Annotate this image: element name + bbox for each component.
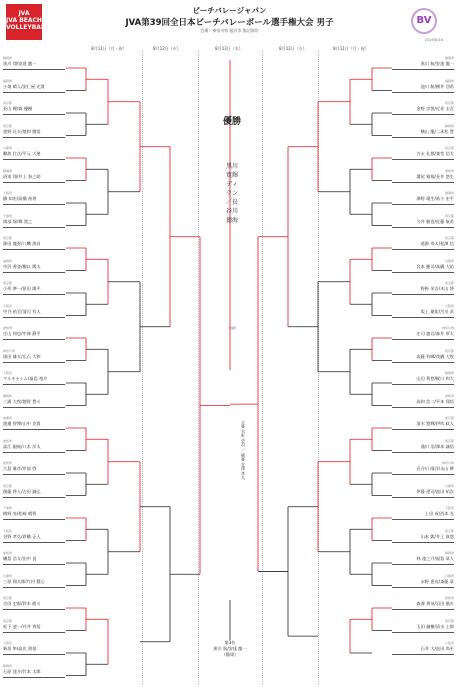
team-name: 澤野 瑠生/前小 宏平 <box>416 196 454 201</box>
team-region: 静岡県 <box>3 393 13 398</box>
print-date: 2025/8/16 <box>425 38 443 42</box>
team-name: 小形 準一/原田 陽平 <box>3 286 41 291</box>
team-name: 梅野 亮/松崎 晴智 <box>3 511 37 516</box>
day-header: 8月12日（火） <box>279 46 307 51</box>
third-place <box>180 640 280 658</box>
team-entry <box>392 169 454 183</box>
team-entry <box>392 529 454 543</box>
team-name: 道源 寿太/松澤 信 <box>420 241 454 246</box>
team-region: 東京都 <box>444 348 454 353</box>
team-region: 愛知県 <box>444 596 454 600</box>
team-region: 東京都 <box>3 123 13 128</box>
team-entry <box>3 304 65 318</box>
team-region: 静岡県 <box>3 663 13 668</box>
team-entry <box>3 596 65 610</box>
team-name: 玉田 錦樹/清水 士郎 <box>416 623 454 629</box>
team-name: 山本 凱/井上 真悠 <box>420 533 454 539</box>
third-name: 黒川 航/安達 龍一 <box>213 646 247 651</box>
team-entry <box>392 439 454 453</box>
team-region: 東京都 <box>444 416 454 420</box>
team-name: 宮本 慶司/高橋 大祐 <box>416 263 454 269</box>
team-entry <box>3 124 65 138</box>
team-region: 大阪府 <box>444 641 454 645</box>
team-name: 高和 信二/平本 翔悟 <box>416 398 454 404</box>
team-region: 東京都 <box>444 438 454 443</box>
team-entry <box>392 146 454 160</box>
team-region: 兵庫県 <box>444 258 454 263</box>
team-entry <box>3 484 65 498</box>
team-region: 愛知県 <box>3 438 13 443</box>
team-entry <box>3 416 65 430</box>
team-entry <box>3 619 65 633</box>
team-name: 橋 知宏/高橋 裕将 <box>3 196 37 201</box>
team-name: 高江 銀純/八木 洋太 <box>3 443 41 449</box>
team-name: 金野 宗悦/近祥 圭吾 <box>416 106 454 111</box>
team-region: 神奈川県 <box>441 461 454 465</box>
team-name: 上田 成/西本 光 <box>424 511 454 516</box>
team-region: 大阪府 <box>444 303 454 308</box>
team-name: 石原 達介/竹本 太郎 <box>3 668 41 674</box>
team-name: 松下 凌一/丹井 秀悟 <box>3 623 41 629</box>
team-entry <box>392 124 454 138</box>
team-region: 兵庫県 <box>3 146 13 150</box>
team-region: 静岡県 <box>444 191 454 195</box>
team-region: 兵庫県 <box>3 573 13 578</box>
third-region: （静岡） <box>221 652 239 657</box>
team-name: 庄司 憲吾/森井 厚太 <box>416 331 454 336</box>
team-entry <box>392 461 454 475</box>
team-region: 福岡県 <box>3 258 13 263</box>
team-entry <box>392 506 454 520</box>
team-entry <box>392 281 454 295</box>
team-entry <box>3 191 65 205</box>
team-entry <box>392 371 454 385</box>
team-entry <box>3 551 65 565</box>
team-name: 溝尾 雅規/長井 悠生 <box>416 173 454 179</box>
team-name: 横山 龍/二本松 豊 <box>420 128 454 134</box>
team-name: 岡田 雄太/広石 大和 <box>3 353 41 359</box>
team-region: 東京都 <box>3 281 13 285</box>
team-region: 愛知県 <box>3 551 13 555</box>
team-name: 中沢 香登/柳以 陽太 <box>3 263 41 269</box>
team-region: 愛知県 <box>444 168 454 173</box>
champion-label: 優勝 <box>222 117 241 127</box>
team-region: 神奈川県 <box>441 326 454 330</box>
team-region: 愛知県 <box>444 393 454 398</box>
team-entry <box>3 214 65 228</box>
team-entry <box>392 56 454 70</box>
team-region: 静岡県 <box>3 56 13 60</box>
team-entry <box>3 394 65 408</box>
team-entry <box>3 79 65 93</box>
team-name: 吉田 史郎/鈴木 皓斗 <box>3 601 41 606</box>
jva-logo: JVA JVA BEACH VOLLEYBALL <box>6 4 42 40</box>
team-name: 高藤 有暉/茂橋 大悦 <box>416 353 454 359</box>
referees: 主審 水町 壱羽 ／ 副審 北澤 孝太 <box>241 420 246 480</box>
team-name: 黒川 翔/安達 龍一 <box>3 61 37 66</box>
team-name: 小畑 晴人/安仁屋 光貴 <box>3 83 45 89</box>
team-name: 谷野 孝弘/倉橋 正人 <box>3 533 41 539</box>
team-region: 東京都 <box>444 101 454 105</box>
team-entry <box>3 574 65 588</box>
team-entry <box>392 326 454 340</box>
team-region: 東京都 <box>3 101 13 105</box>
team-region: 大阪府 <box>3 528 13 533</box>
team-entry <box>392 304 454 318</box>
team-name: 長谷川 隆洋/永山 輝 <box>416 466 454 471</box>
team-name: 三浦 大悦/越智 豊斗 <box>3 398 41 404</box>
team-region: 沖縄県 <box>3 416 13 420</box>
team-region: 静岡県 <box>444 123 454 128</box>
team-entry <box>392 349 454 363</box>
team-name: 中谷 祐至/清辺 有人 <box>3 308 41 314</box>
team-name: 三原 翔太郎/竹村 賢心 <box>3 578 45 584</box>
team-entry <box>392 574 454 588</box>
team-region: 東京都 <box>444 528 454 533</box>
team-name: 池川 航/横井 団希 <box>420 83 454 89</box>
team-entry <box>392 551 454 565</box>
team-name: 野野 栄吾/木山 将 <box>420 286 454 291</box>
team-name: 吉永 礼都/兼堂 信太 <box>416 151 454 156</box>
team-entry <box>3 259 65 273</box>
team-region: 愛知県 <box>3 326 13 330</box>
team-entry <box>3 236 65 250</box>
team-region: 静岡県 <box>444 56 454 60</box>
team-region: 静岡県 <box>444 371 454 375</box>
team-name: 難波 壮汰/平元 大進 <box>3 151 41 156</box>
team-entry <box>3 349 65 363</box>
team-entry <box>392 236 454 250</box>
team-name: 金野 礼夫/境和 陽悟 <box>3 128 41 134</box>
team-entry <box>3 641 65 655</box>
team-entry <box>3 461 65 475</box>
team-region: 東京都 <box>3 618 13 623</box>
team-region: 大阪府 <box>3 371 13 375</box>
day-header: 8月13日（水） <box>215 46 243 51</box>
team-entry <box>3 146 65 160</box>
team-name: 大島 雅彦/岸部 啓 <box>3 466 37 471</box>
team-name: 今井 駿也/佐藤 航希 <box>416 218 454 224</box>
team-entry <box>3 529 65 543</box>
team-name: 渡邉 智博/山中 克貴 <box>3 421 41 426</box>
team-name: 岡部 保/舞 貴之 <box>3 218 33 224</box>
team-entry <box>392 101 454 115</box>
team-name: 長山 榎/森 優樹 <box>3 106 33 111</box>
champion-region: （愛媛） <box>225 326 238 330</box>
team-region: 大阪府 <box>3 303 13 308</box>
team-region: 大阪府 <box>3 641 13 645</box>
team-region: 神奈川県 <box>3 348 16 353</box>
team-region: 兵庫県 <box>444 483 454 488</box>
day-header: 8月11日（月・祝） <box>91 46 127 51</box>
team-name: 山辺 利悠/梶口 和大 <box>416 376 454 381</box>
team-region: 愛知県 <box>3 461 13 465</box>
team-entry <box>392 484 454 498</box>
team-entry <box>392 619 454 633</box>
team-name: 永野 恵亮/斎藤 章 <box>420 578 454 584</box>
team-entry <box>3 281 65 295</box>
team-name: 坂上 雄矩/呂川 武 <box>420 308 454 314</box>
team-entry <box>392 641 454 655</box>
team-entry <box>3 371 65 385</box>
team-name: 浦川 浩/澤本 誠悟 <box>420 443 454 449</box>
team-region: 東京都 <box>444 146 454 150</box>
day-header: 8月11日（月・祝） <box>333 46 369 51</box>
team-entry <box>3 664 65 678</box>
team-name: マルキナシム/福島 竜介 <box>3 376 48 381</box>
team-region: 千葉県 <box>3 506 13 510</box>
team-name: 源田 龍弥/八幡 海音 <box>3 241 41 246</box>
team-name: 庄山 和也/中澤 静平 <box>3 331 41 336</box>
team-region: 東京都 <box>3 483 13 488</box>
team-region: 東京都 <box>444 618 454 623</box>
team-region: 兵庫県 <box>444 573 454 578</box>
team-name: 黒川 航/安達 龍一 <box>420 61 454 66</box>
team-name: 清家 翔/井上 泰之助 <box>3 173 41 179</box>
team-name: 後藤 将人/吉田 錦弘 <box>3 488 41 494</box>
team-entry <box>392 394 454 408</box>
team-name: 清水 惣輝/伊吹 政人 <box>416 421 454 426</box>
team-entry <box>3 439 65 453</box>
team-entry <box>392 79 454 93</box>
team-region: 千葉県 <box>3 213 13 218</box>
page-title: JVA第39回全日本ビーチバレーボール選手権大会 男子 <box>125 18 334 28</box>
team-entry <box>3 326 65 340</box>
team-region: 東京都 <box>3 236 13 240</box>
team-entry <box>392 259 454 273</box>
team-name: 石井 大/池田 尚平 <box>420 646 454 651</box>
team-entry <box>392 416 454 430</box>
team-entry <box>392 214 454 228</box>
team-entry <box>3 101 65 115</box>
team-name: 磯島 浩太/田中 良 <box>3 556 37 561</box>
team-entry <box>3 506 65 520</box>
team-region: 静岡県 <box>444 551 454 555</box>
team-region: 東京都 <box>444 213 454 218</box>
team-name: 林 徳之介/福島 章人 <box>416 556 454 561</box>
team-region: 大阪府 <box>444 506 454 510</box>
team-name: 森澤 将英/羽田 風歩 <box>416 601 454 606</box>
team-region: 東京都 <box>444 281 454 285</box>
team-region: 東京都 <box>444 236 454 240</box>
bv-logo: BV <box>411 8 437 34</box>
venue-info: 会場：神奈川県 藤沢市 鵠沼海岸 <box>200 28 259 33</box>
champion-name: 黒川寛輝ディラン／長谷川徳海 <box>225 163 238 224</box>
team-entry <box>392 191 454 205</box>
team-region: 大阪府 <box>3 191 13 195</box>
page-title-line1: ビーチバレージャパン <box>192 6 267 15</box>
team-region: 福岡県 <box>3 78 13 83</box>
team-name: 伊藤 遼司/池田 祐次 <box>416 488 454 494</box>
team-name: 新垣 隼/高比 朋基 <box>3 646 37 651</box>
third-label: 第3位 <box>224 640 236 645</box>
day-header: 8月12日（火） <box>153 46 181 51</box>
team-region: 福岡県 <box>444 78 454 83</box>
team-entry <box>392 596 454 610</box>
team-entry <box>3 169 65 183</box>
team-entry <box>3 56 65 70</box>
team-region: 東京都 <box>3 596 13 600</box>
team-region: 静岡県 <box>3 168 13 173</box>
